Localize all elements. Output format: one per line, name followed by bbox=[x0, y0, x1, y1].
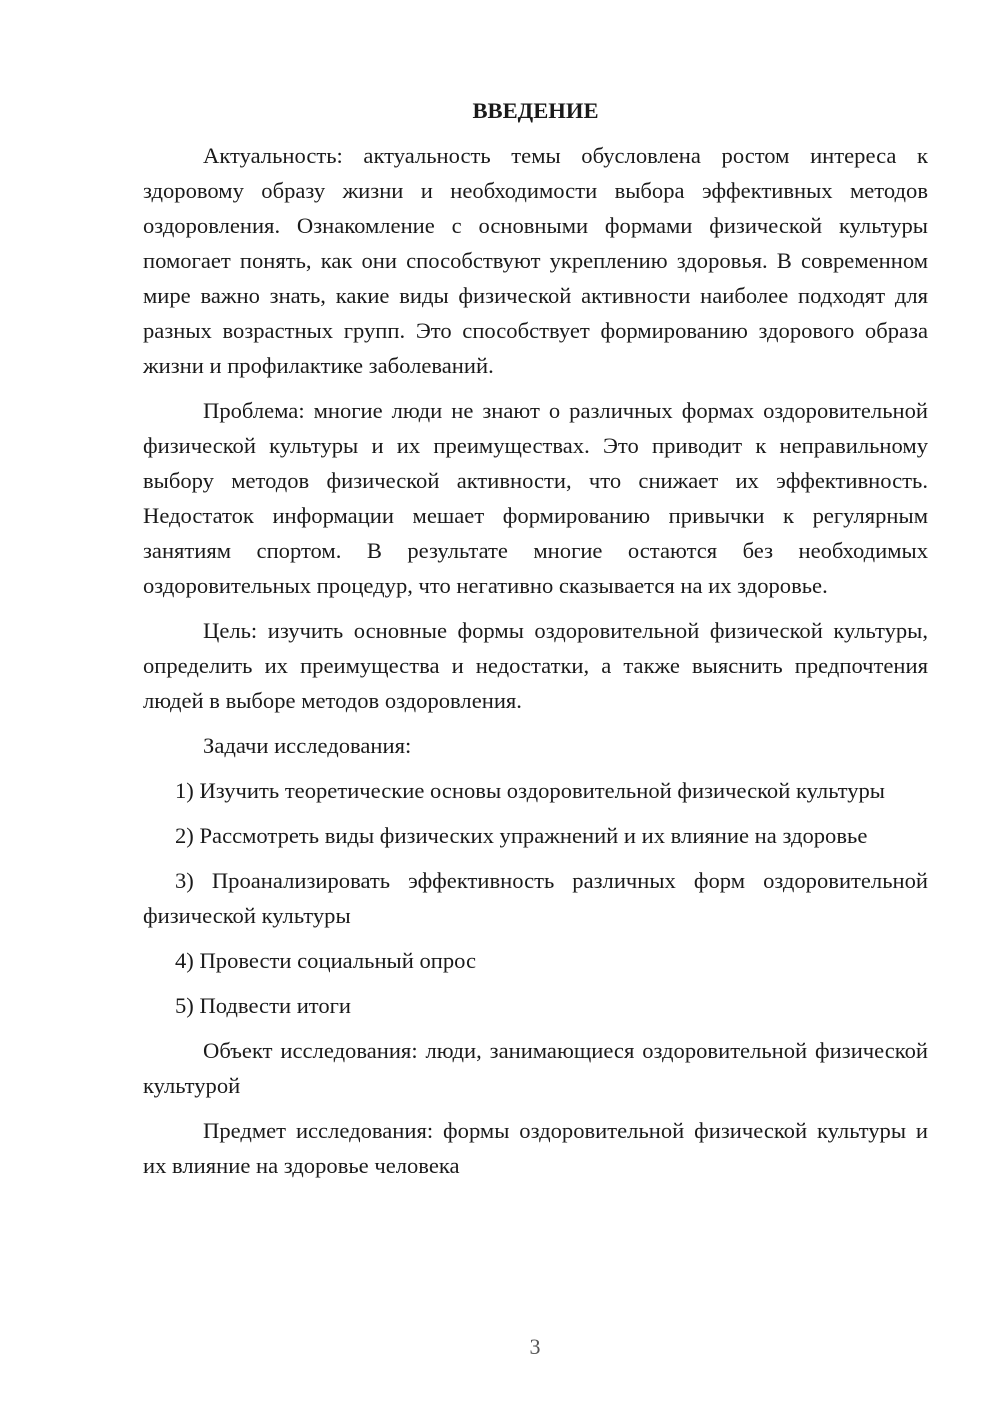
page-title: ВВЕДЕНИЕ bbox=[472, 98, 599, 123]
relevance-paragraph: Актуальность: актуальность темы обусловлена ростом интереса к здоровому образу жизни и необходимости выбора эффективных методов оздоровления. Ознакомление с основными формами физической культуры помогает понять, как они способствуют укреплению здоровья. В современном мире важно знать, какие виды физической активности наиболее подходят для разных возрастных групп. Это способствует формированию здорового образа жизни и профилактике заболеваний. bbox=[143, 143, 928, 378]
goal-paragraph: Цель: изучить основные формы оздоровительной физической культуры, определить их преимущества и недостатки, а также выяснить предпочтения людей в выборе методов оздоровления. bbox=[143, 618, 928, 713]
document-body bbox=[143, 93, 928, 1193]
task-item-3: 3) Проанализировать эффективность различных форм оздоровительной физической культуры bbox=[143, 868, 928, 928]
tasks-heading: Задачи исследования: bbox=[203, 733, 412, 758]
subject-paragraph: Предмет исследования: формы оздоровительной физической культуры и их влияние на здоровье человека bbox=[143, 1118, 928, 1178]
task-item-4: 4) Провести социальный опрос bbox=[175, 948, 477, 973]
tasks-list bbox=[143, 773, 928, 1023]
task-item-2: 2) Рассмотреть виды физических упражнений и их влияние на здоровье bbox=[175, 823, 868, 848]
task-item-1: 1) Изучить теоретические основы оздоровительной физической культуры bbox=[175, 778, 885, 803]
page-number: 3 bbox=[529, 1334, 541, 1359]
object-paragraph: Объект исследования: люди, занимающиеся оздоровительной физической культурой bbox=[143, 1038, 928, 1098]
problem-paragraph: Проблема: многие люди не знают о различных формах оздоровительной физической культуры и их преимуществах. Это приводит к неправильному выбору методов физической активности, что снижает их эффективность. Недостаток информации мешает формированию привычки к регулярным занятиям спортом. В результате многие остаются без необходимых оздоровительных процедур, что негативно сказывается на их здоровье. bbox=[143, 398, 928, 598]
task-item-5: 5) Подвести итоги bbox=[175, 993, 352, 1018]
